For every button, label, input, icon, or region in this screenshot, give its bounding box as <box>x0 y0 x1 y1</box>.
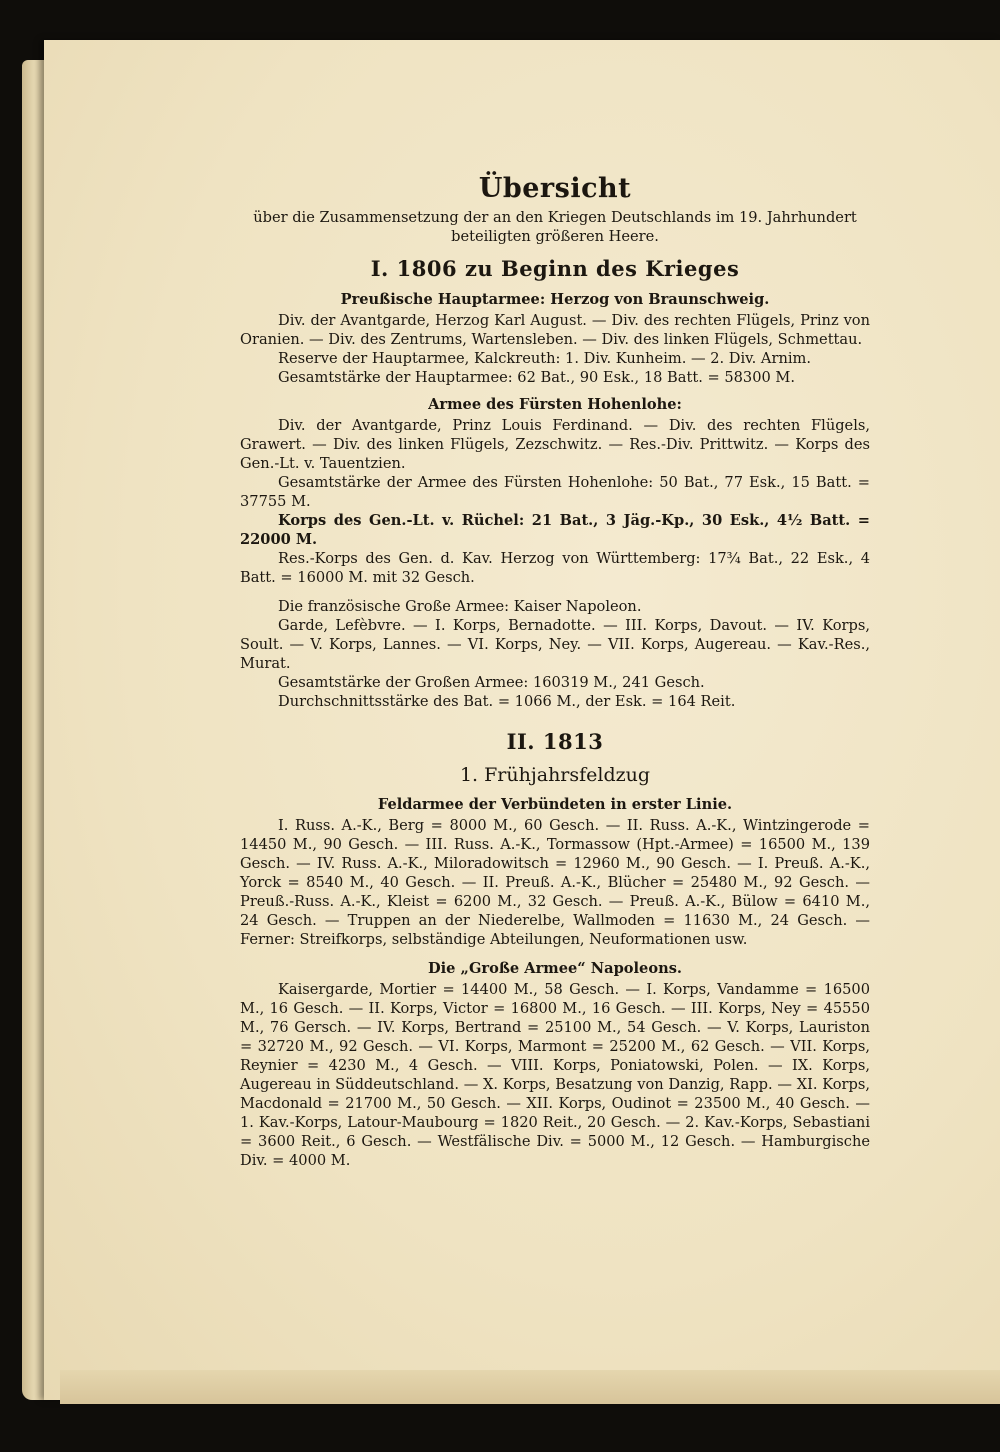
paragraph: Reserve der Hauptarmee, Kalckreuth: 1. Div. Kunheim. — 2. Div. Arnim. <box>278 350 811 367</box>
page-subtitle: über die Zusammensetzung der an den Kriegen Deutschlands im 19. Jahrhundert beteiligten größeren Heere. <box>253 209 857 245</box>
section-heading-1806: I. 1806 zu Beginn des Krieges <box>370 256 740 281</box>
group-title-napoleon-army: Die „Große Armee“ Napoleons. <box>427 960 682 977</box>
paragraph: Kaisergarde, Mortier = 14400 M., 58 Gesch. — I. Korps, Vandamme = 16500 M., 16 Gesch. — II. Korps, Victor = 16800 M., 16 Gesch. — III. Korps, Ney = 45550 M., 76 Gersch. — IV. Korps, Bertrand = 25100 M., 54 Gesch. — V. Korps, Lauriston = 32720 M., 92 Gesch. — VI. Korps, Marmont = 25200 M., 62 Gesch. — VII. Korps, Reynier = 4230 M., 4 Gesch. — VIII. Korps, Poniatowski, Polen. — IX. Korps, Augereau in Süddeutschland. — X. Korps, Besatzung von Danzig, Rapp. — XI. Korps, Macdonald = 21700 M., 50 Gesch. — XII. Korps, Oudinot = 23500 M., 40 Gesch. — 1. Kav.-Korps, Latour-Maubourg = 1820 Reit., 20 Gesch. — 2. Kav.-Korps, Sebastiani = 3600 Reit., 6 Gesch. — Westfälische Div. = 5000 M., 12 Gesch. — Hamburgische Div. = 4000 M. <box>240 981 870 1169</box>
spacer <box>240 587 870 597</box>
group-title-french-army: Die französische Große Armee: Kaiser Napoleon. <box>278 598 642 615</box>
paragraph: Div. der Avantgarde, Prinz Louis Ferdinand. — Div. des rechten Flügels, Grawert. — Div. des linken Flügels, Zezschwitz. — Res.-Div. Prittwitz. — Korps des Gen.-Lt. v. Tauentzien. <box>240 417 870 472</box>
group-title-hohenlohe: Armee des Fürsten Hohenlohe: <box>428 396 682 413</box>
paragraph: Gesamtstärke der Hauptarmee: 62 Bat., 90 Esk., 18 Batt. = 58300 M. <box>278 369 795 386</box>
paragraph: Garde, Lefèbvre. — I. Korps, Bernadotte. — III. Korps, Davout. — IV. Korps, Soult. — V. Korps, Lannes. — VI. Korps, Ney. — VII. Korps, Augereau. — Kav.-Res., Murat. <box>240 617 870 672</box>
paragraph: Korps des Gen.-Lt. v. Rüchel: 21 Bat., 3 Jäg.-Kp., 30 Esk., 4½ Batt. = 22000 M. <box>240 512 870 548</box>
paragraph: Div. der Avantgarde, Herzog Karl August. — Div. des rechten Flügels, Prinz von Oranien. — Div. des Zentrums, Wartensleben. — Div. des linken Flügels, Schmettau. <box>240 312 870 348</box>
group-title-allies: Feldarmee der Verbündeten in erster Linie. <box>377 796 733 813</box>
paragraph: Durchschnittsstärke des Bat. = 1066 M., der Esk. = 164 Reit. <box>278 693 736 710</box>
paragraph: Gesamtstärke der Großen Armee: 160319 M., 241 Gesch. <box>278 674 705 691</box>
section-heading-1813: II. 1813 <box>506 729 604 754</box>
paragraph: Gesamtstärke der Armee des Fürsten Hohenlohe: 50 Bat., 77 Esk., 15 Batt. = 37755 M. <box>240 474 870 510</box>
page-bottom-edge <box>60 1370 1000 1404</box>
paragraph: Res.-Korps des Gen. d. Kav. Herzog von Württemberg: 17¾ Bat., 22 Esk., 4 Batt. = 16000 M. mit 32 Gesch. <box>240 550 870 586</box>
page-title: Übersicht <box>478 173 632 204</box>
sub-heading-spring-campaign: 1. Frühjahrsfeldzug <box>459 764 651 786</box>
page-content <box>240 170 870 1170</box>
group-title-prussian-army: Preußische Hauptarmee: Herzog von Braunschweig. <box>340 291 770 308</box>
paragraph: I. Russ. A.-K., Berg = 8000 M., 60 Gesch. — II. Russ. A.-K., Wintzingerode = 14450 M., 90 Gesch. — III. Russ. A.-K., Tormassow (Hpt.-Armee) = 16500 M., 139 Gesch. — IV. Russ. A.-K., Miloradowitsch = 12960 M., 90 Gesch. — I. Preuß. A.-K., Yorck = 8540 M., 40 Gesch. — II. Preuß. A.-K., Blücher = 25480 M., 92 Gesch. — Preuß.-Russ. A.-K., Kleist = 6200 M., 32 Gesch. — Preuß. A.-K., Bülow = 6410 M., 24 Gesch. — Truppen an der Niederelbe, Wallmoden = 11630 M., 24 Gesch. — Ferner: Streifkorps, selbständige Abteilungen, Neuformationen usw. <box>240 817 870 948</box>
